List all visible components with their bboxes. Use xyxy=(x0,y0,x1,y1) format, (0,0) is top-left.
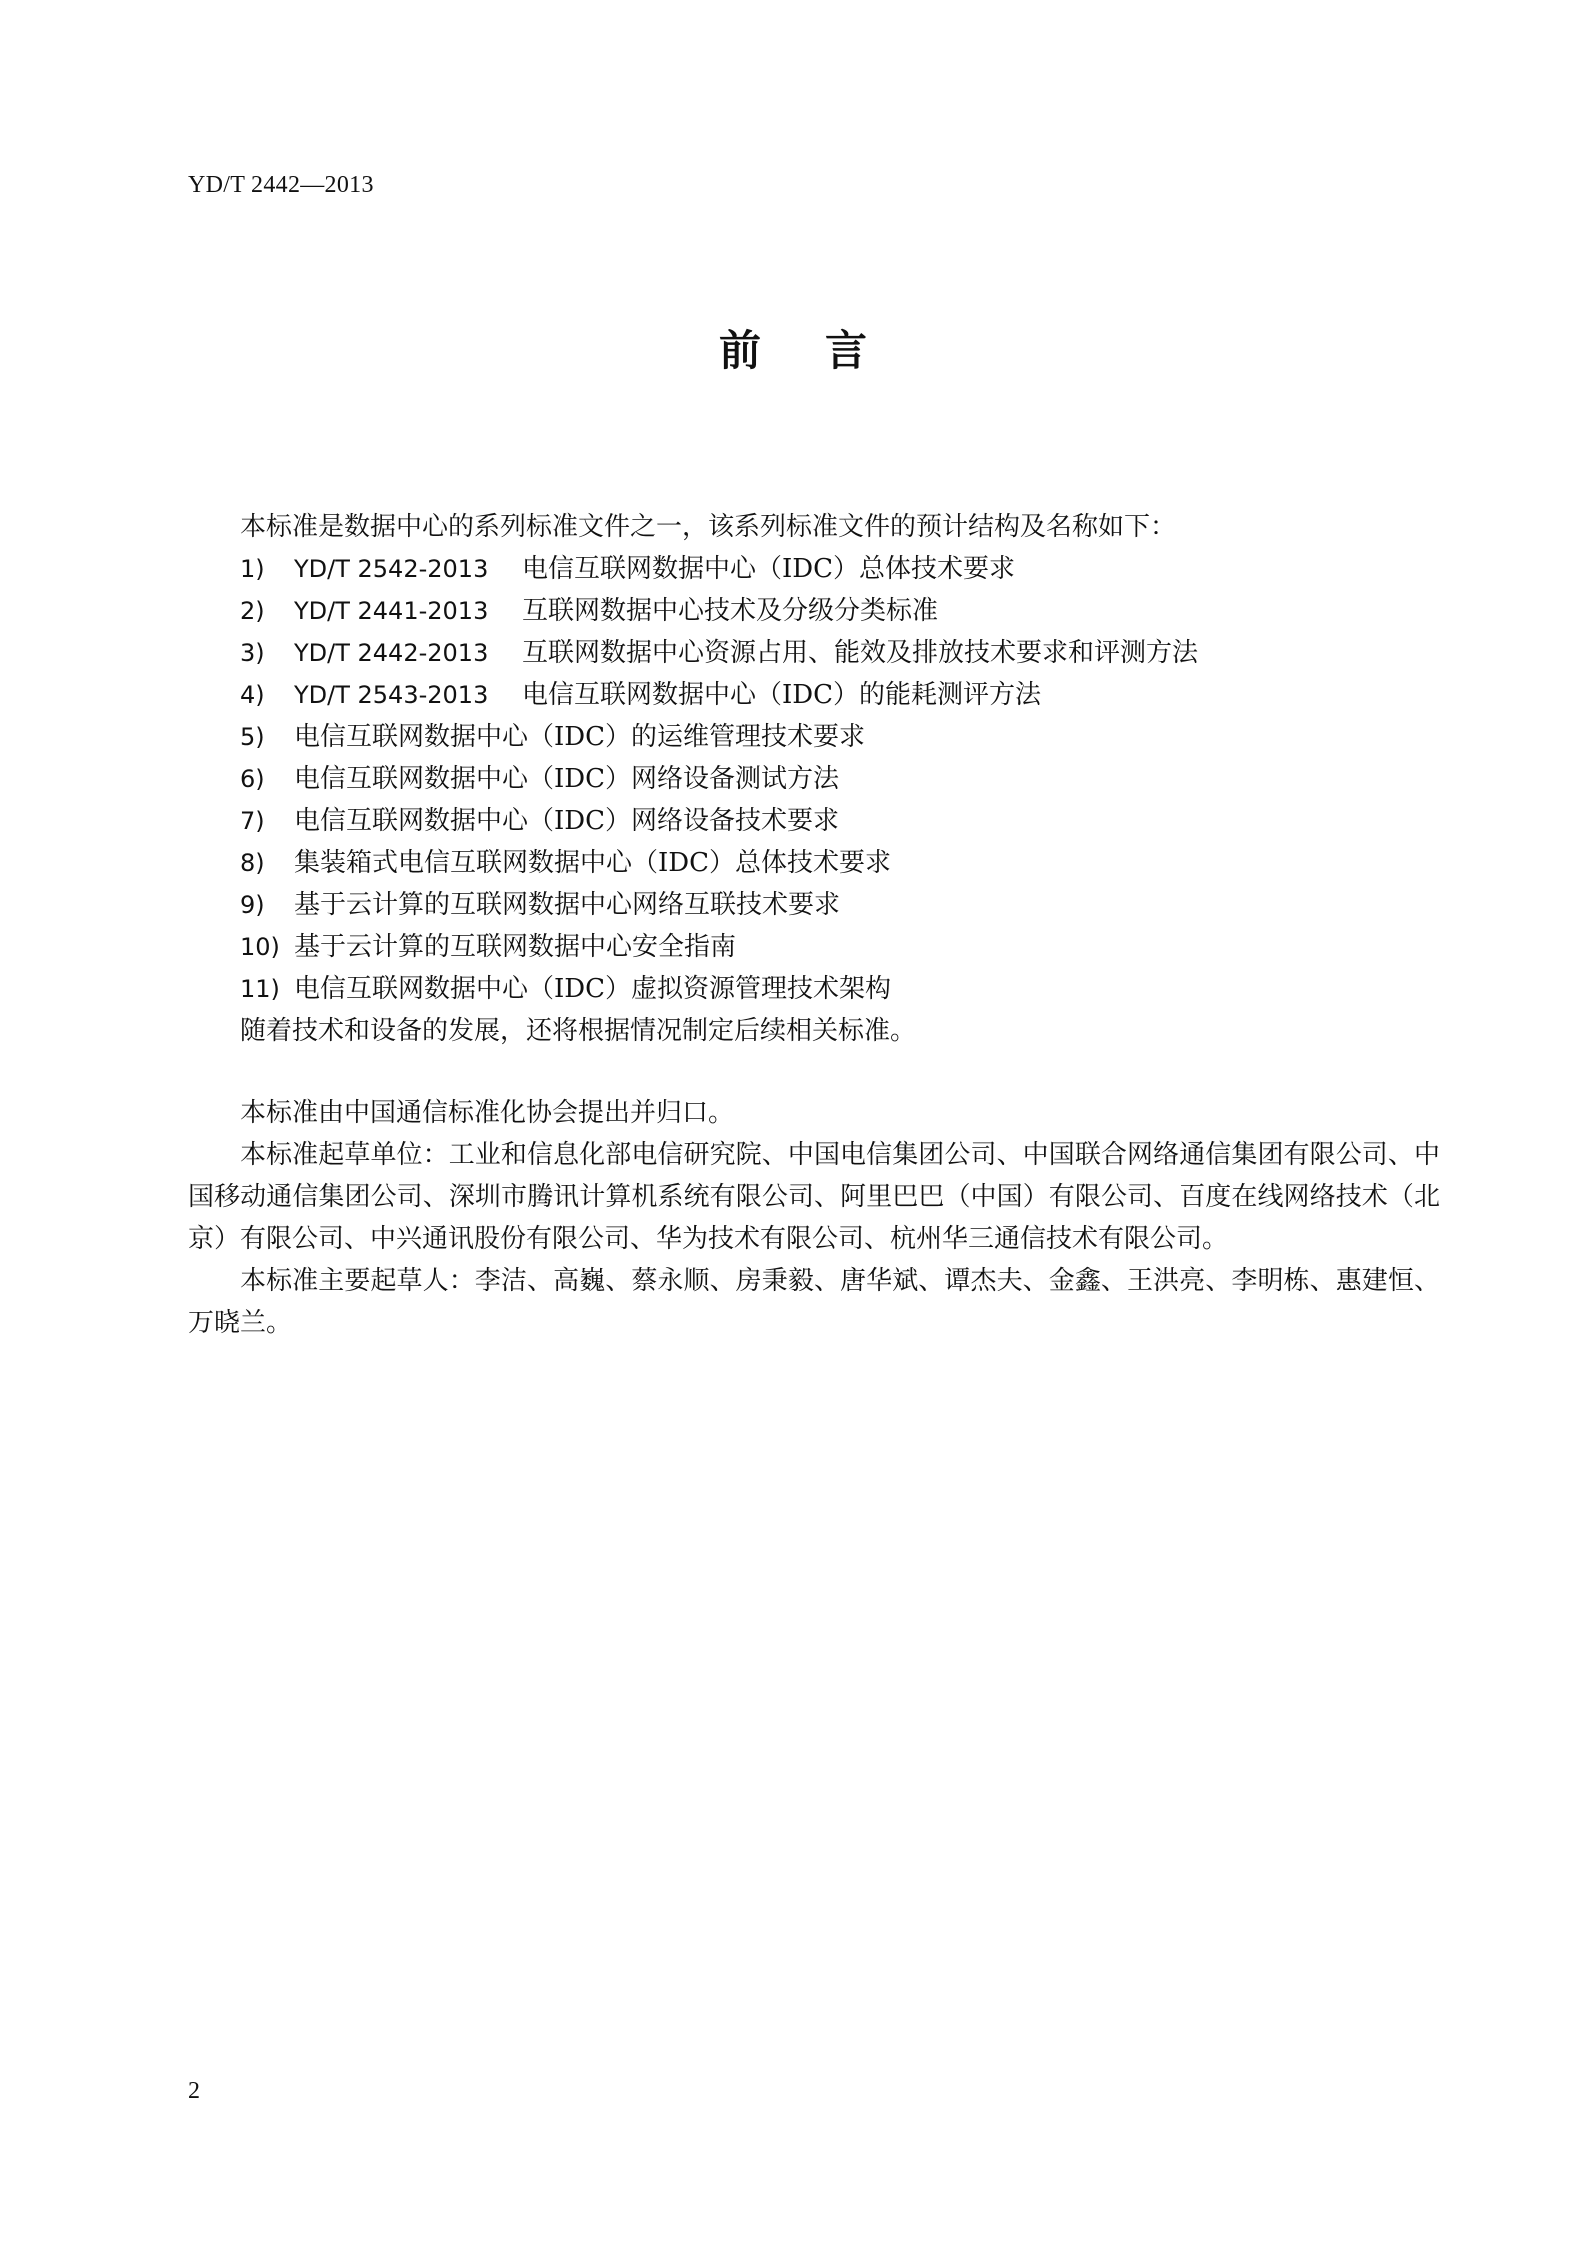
list-item: 6) 电信互联网数据中心（IDC）网络设备测试方法 xyxy=(240,764,840,794)
list-item: 9) 基于云计算的互联网数据中心网络互联技术要求 xyxy=(240,890,841,920)
series-list xyxy=(188,548,1440,1010)
proposed-by-paragraph: 本标准由中国通信标准化协会提出并归口。 xyxy=(240,1098,735,1128)
drafting-units-paragraph: 本标准起草单位：工业和信息化部电信研究院、中国电信集团公司、中国联合网络通信集团有限公司、中国移动通信集团公司、深圳市腾讯计算机系统有限公司、阿里巴巴（中国）有限公司、百度在线网络技术（北京）有限公司、中兴通讯股份有限公司、华为技术有限公司、杭州华三通信技术有限公司。 xyxy=(188,1140,1440,1254)
page-number: 2 xyxy=(188,2078,200,2104)
foreword-body xyxy=(188,506,1440,1344)
standard-code-header: YD/T 2442—2013 xyxy=(188,172,374,198)
list-item: 7) 电信互联网数据中心（IDC）网络设备技术要求 xyxy=(240,806,840,836)
list-item: 1) YD/T 2542-2013 电信互联网数据中心（IDC）总体技术要求 xyxy=(240,554,1016,584)
paragraph-gap xyxy=(188,1052,1440,1092)
list-item: 8) 集装箱式电信互联网数据中心（IDC）总体技术要求 xyxy=(240,848,892,878)
list-item: 2) YD/T 2441-2013 互联网数据中心技术及分级分类标准 xyxy=(240,596,939,626)
list-item: 4) YD/T 2543-2013 电信互联网数据中心（IDC）的能耗测评方法 xyxy=(240,680,1042,710)
follow-up-paragraph: 随着技术和设备的发展，还将根据情况制定后续相关标准。 xyxy=(240,1016,917,1046)
list-item: 3) YD/T 2442-2013 互联网数据中心资源占用、能效及排放技术要求和评测方法 xyxy=(240,638,1199,668)
drafters-paragraph: 本标准主要起草人：李洁、高巍、蔡永顺、房秉毅、唐华斌、谭杰夫、金鑫、王洪亮、李明栋、惠建恒、万晓兰。 xyxy=(188,1266,1440,1338)
list-item: 10) 基于云计算的互联网数据中心安全指南 xyxy=(240,932,737,962)
intro-paragraph: 本标准是数据中心的系列标准文件之一，该系列标准文件的预计结构及名称如下： xyxy=(240,512,1177,542)
list-item: 11) 电信互联网数据中心（IDC）虚拟资源管理技术架构 xyxy=(240,974,892,1004)
page-title: 前言 xyxy=(718,326,931,375)
list-item: 5) 电信互联网数据中心（IDC）的运维管理技术要求 xyxy=(240,722,866,752)
